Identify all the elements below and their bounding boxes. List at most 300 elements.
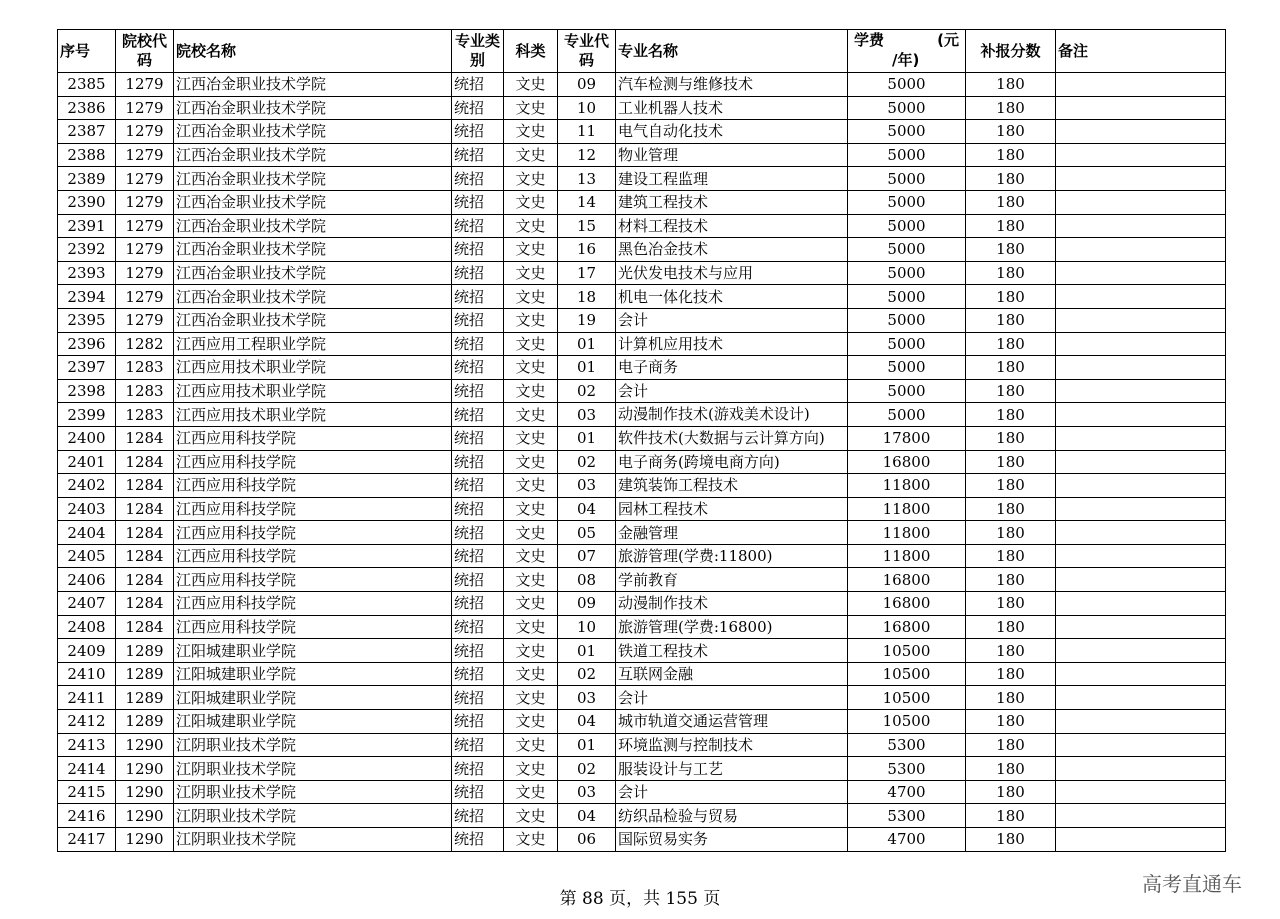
table-row: [58, 426, 1226, 450]
cell-fee: 17800: [848, 426, 966, 450]
cell-seq: 2413: [58, 733, 116, 757]
cell-major-name: 会计: [616, 780, 848, 804]
cell-major-type: 统招: [452, 521, 504, 545]
table-row: [58, 710, 1226, 734]
table-row: [58, 568, 1226, 592]
cell-major-name: 建设工程监理: [616, 167, 848, 191]
cell-major-code: 03: [558, 403, 616, 427]
cell-score: 180: [966, 120, 1056, 144]
cell-fee: 5000: [848, 167, 966, 191]
admission-table: [57, 29, 1226, 852]
cell-fee: 16800: [848, 592, 966, 616]
cell-school-code: 1279: [116, 261, 174, 285]
cell-note: [1056, 450, 1226, 474]
header-fee-per-year: /年): [892, 51, 920, 69]
cell-fee: 5000: [848, 379, 966, 403]
header-row: [58, 30, 1226, 73]
cell-subject: 文史: [504, 639, 558, 663]
cell-score: 180: [966, 379, 1056, 403]
cell-school-code: 1279: [116, 120, 174, 144]
cell-note: [1056, 804, 1226, 828]
table-row: [58, 757, 1226, 781]
cell-major-type: 统招: [452, 497, 504, 521]
cell-school-name: 江西应用科技学院: [174, 521, 452, 545]
cell-note: [1056, 615, 1226, 639]
cell-fee: 5000: [848, 356, 966, 380]
cell-note: [1056, 592, 1226, 616]
cell-major-type: 统招: [452, 450, 504, 474]
cell-subject: 文史: [504, 780, 558, 804]
cell-fee: 16800: [848, 450, 966, 474]
cell-note: [1056, 639, 1226, 663]
cell-note: [1056, 780, 1226, 804]
cell-major-name: 国际贸易实务: [616, 828, 848, 852]
cell-subject: 文史: [504, 356, 558, 380]
cell-school-code: 1283: [116, 403, 174, 427]
cell-note: [1056, 261, 1226, 285]
cell-major-type: 统招: [452, 190, 504, 214]
cell-school-name: 江阴职业技术学院: [174, 828, 452, 852]
cell-fee: 11800: [848, 474, 966, 498]
cell-school-code: 1279: [116, 167, 174, 191]
cell-major-code: 02: [558, 450, 616, 474]
header-major-name: 专业名称: [616, 30, 848, 73]
cell-fee: 5300: [848, 757, 966, 781]
cell-major-name: 物业管理: [616, 143, 848, 167]
cell-fee: 16800: [848, 568, 966, 592]
cell-subject: 文史: [504, 426, 558, 450]
cell-major-type: 统招: [452, 96, 504, 120]
table-row: [58, 639, 1226, 663]
cell-major-name: 动漫制作技术(游戏美术设计): [616, 403, 848, 427]
cell-school-code: 1279: [116, 143, 174, 167]
cell-major-code: 19: [558, 308, 616, 332]
cell-score: 180: [966, 238, 1056, 262]
cell-subject: 文史: [504, 757, 558, 781]
cell-fee: 4700: [848, 828, 966, 852]
cell-subject: 文史: [504, 568, 558, 592]
cell-subject: 文史: [504, 497, 558, 521]
table-row: [58, 780, 1226, 804]
cell-note: [1056, 214, 1226, 238]
cell-major-type: 统招: [452, 662, 504, 686]
cell-major-code: 02: [558, 757, 616, 781]
cell-major-type: 统招: [452, 474, 504, 498]
cell-major-type: 统招: [452, 568, 504, 592]
cell-school-code: 1279: [116, 214, 174, 238]
cell-note: [1056, 403, 1226, 427]
cell-subject: 文史: [504, 544, 558, 568]
cell-school-name: 江西应用科技学院: [174, 426, 452, 450]
cell-school-code: 1289: [116, 662, 174, 686]
table-row: [58, 73, 1226, 97]
cell-major-code: 04: [558, 710, 616, 734]
cell-major-name: 建筑装饰工程技术: [616, 474, 848, 498]
cell-school-code: 1284: [116, 450, 174, 474]
table-row: [58, 403, 1226, 427]
cell-subject: 文史: [504, 592, 558, 616]
cell-major-code: 17: [558, 261, 616, 285]
cell-school-name: 江西应用科技学院: [174, 497, 452, 521]
cell-major-code: 01: [558, 733, 616, 757]
cell-major-name: 电子商务: [616, 356, 848, 380]
cell-school-code: 1289: [116, 710, 174, 734]
cell-seq: 2398: [58, 379, 116, 403]
header-school-code: 院校代码: [116, 30, 174, 73]
cell-major-name: 会计: [616, 686, 848, 710]
cell-score: 180: [966, 780, 1056, 804]
cell-note: [1056, 356, 1226, 380]
cell-major-name: 城市轨道交通运营管理: [616, 710, 848, 734]
cell-major-name: 旅游管理(学费:16800): [616, 615, 848, 639]
cell-school-name: 江阳城建职业学院: [174, 662, 452, 686]
cell-score: 180: [966, 285, 1056, 309]
cell-seq: 2416: [58, 804, 116, 828]
cell-major-code: 09: [558, 592, 616, 616]
table-row: [58, 379, 1226, 403]
cell-subject: 文史: [504, 521, 558, 545]
cell-major-type: 统招: [452, 639, 504, 663]
cell-major-type: 统招: [452, 780, 504, 804]
cell-major-type: 统招: [452, 710, 504, 734]
cell-school-name: 江西冶金职业技术学院: [174, 238, 452, 262]
cell-school-name: 江西冶金职业技术学院: [174, 261, 452, 285]
header-fee-unit: (元: [937, 31, 959, 49]
cell-major-name: 学前教育: [616, 568, 848, 592]
cell-score: 180: [966, 450, 1056, 474]
cell-fee: 5000: [848, 143, 966, 167]
cell-score: 180: [966, 521, 1056, 545]
cell-major-type: 统招: [452, 356, 504, 380]
cell-seq: 2412: [58, 710, 116, 734]
cell-school-code: 1284: [116, 521, 174, 545]
table-row: [58, 143, 1226, 167]
cell-major-code: 06: [558, 828, 616, 852]
cell-note: [1056, 474, 1226, 498]
cell-major-code: 14: [558, 190, 616, 214]
cell-score: 180: [966, 615, 1056, 639]
cell-school-code: 1279: [116, 285, 174, 309]
cell-subject: 文史: [504, 332, 558, 356]
table-row: [58, 167, 1226, 191]
cell-major-type: 统招: [452, 308, 504, 332]
cell-school-code: 1279: [116, 190, 174, 214]
cell-fee: 5000: [848, 73, 966, 97]
cell-subject: 文史: [504, 403, 558, 427]
cell-note: [1056, 379, 1226, 403]
cell-major-code: 01: [558, 426, 616, 450]
cell-major-code: 08: [558, 568, 616, 592]
cell-note: [1056, 332, 1226, 356]
cell-school-name: 江西冶金职业技术学院: [174, 96, 452, 120]
cell-subject: 文史: [504, 285, 558, 309]
cell-school-name: 江阳城建职业学院: [174, 710, 452, 734]
cell-fee: 5000: [848, 190, 966, 214]
cell-major-code: 04: [558, 497, 616, 521]
table-row: [58, 120, 1226, 144]
cell-school-code: 1290: [116, 804, 174, 828]
watermark: 高考直通车: [1142, 872, 1242, 896]
cell-subject: 文史: [504, 733, 558, 757]
header-note: 备注: [1056, 30, 1226, 73]
table-body: [58, 73, 1226, 852]
page-footer: 第 88 页，共 155 页: [559, 889, 721, 909]
cell-note: [1056, 73, 1226, 97]
cell-subject: 文史: [504, 190, 558, 214]
cell-subject: 文史: [504, 143, 558, 167]
cell-major-type: 统招: [452, 592, 504, 616]
cell-fee: 10500: [848, 662, 966, 686]
cell-school-name: 江西应用科技学院: [174, 615, 452, 639]
table-row: [58, 592, 1226, 616]
cell-fee: 5000: [848, 238, 966, 262]
cell-major-code: 05: [558, 521, 616, 545]
cell-score: 180: [966, 356, 1056, 380]
cell-score: 180: [966, 544, 1056, 568]
cell-score: 180: [966, 568, 1056, 592]
cell-major-name: 软件技术(大数据与云计算方向): [616, 426, 848, 450]
table-row: [58, 474, 1226, 498]
cell-fee: 5000: [848, 308, 966, 332]
cell-seq: 2417: [58, 828, 116, 852]
cell-fee: 11800: [848, 497, 966, 521]
table-row: [58, 308, 1226, 332]
cell-major-type: 统招: [452, 285, 504, 309]
cell-seq: 2402: [58, 474, 116, 498]
cell-major-name: 动漫制作技术: [616, 592, 848, 616]
cell-fee: 5300: [848, 733, 966, 757]
cell-score: 180: [966, 592, 1056, 616]
cell-major-type: 统招: [452, 261, 504, 285]
cell-note: [1056, 686, 1226, 710]
cell-school-code: 1290: [116, 828, 174, 852]
cell-seq: 2414: [58, 757, 116, 781]
cell-school-name: 江阴职业技术学院: [174, 804, 452, 828]
cell-major-code: 01: [558, 356, 616, 380]
cell-major-name: 计算机应用技术: [616, 332, 848, 356]
cell-seq: 2388: [58, 143, 116, 167]
cell-major-name: 汽车检测与维修技术: [616, 73, 848, 97]
cell-school-name: 江西冶金职业技术学院: [174, 120, 452, 144]
cell-major-type: 统招: [452, 686, 504, 710]
cell-fee: 5000: [848, 403, 966, 427]
cell-seq: 2394: [58, 285, 116, 309]
cell-major-code: 11: [558, 120, 616, 144]
cell-note: [1056, 828, 1226, 852]
cell-major-code: 01: [558, 639, 616, 663]
cell-major-type: 统招: [452, 615, 504, 639]
cell-major-code: 01: [558, 332, 616, 356]
cell-major-code: 18: [558, 285, 616, 309]
cell-score: 180: [966, 96, 1056, 120]
table-row: [58, 214, 1226, 238]
cell-school-name: 江西冶金职业技术学院: [174, 190, 452, 214]
cell-major-name: 互联网金融: [616, 662, 848, 686]
cell-major-name: 服装设计与工艺: [616, 757, 848, 781]
cell-seq: 2386: [58, 96, 116, 120]
cell-major-name: 金融管理: [616, 521, 848, 545]
cell-school-code: 1284: [116, 497, 174, 521]
cell-subject: 文史: [504, 167, 558, 191]
cell-school-code: 1284: [116, 592, 174, 616]
cell-fee: 4700: [848, 780, 966, 804]
cell-school-code: 1289: [116, 639, 174, 663]
header-fee: [848, 30, 966, 73]
cell-school-name: 江西应用技术职业学院: [174, 403, 452, 427]
cell-major-code: 04: [558, 804, 616, 828]
cell-subject: 文史: [504, 828, 558, 852]
table-row: [58, 521, 1226, 545]
cell-major-code: 03: [558, 474, 616, 498]
cell-score: 180: [966, 403, 1056, 427]
cell-major-type: 统招: [452, 828, 504, 852]
cell-major-code: 13: [558, 167, 616, 191]
cell-fee: 11800: [848, 521, 966, 545]
cell-note: [1056, 96, 1226, 120]
cell-school-name: 江西冶金职业技术学院: [174, 214, 452, 238]
cell-school-code: 1279: [116, 238, 174, 262]
cell-score: 180: [966, 73, 1056, 97]
cell-major-code: 16: [558, 238, 616, 262]
table-row: [58, 615, 1226, 639]
cell-major-type: 统招: [452, 332, 504, 356]
header-seq: 序号: [58, 30, 116, 73]
cell-note: [1056, 733, 1226, 757]
table-row: [58, 828, 1226, 852]
cell-school-name: 江西应用技术职业学院: [174, 379, 452, 403]
cell-score: 180: [966, 757, 1056, 781]
cell-school-name: 江西应用科技学院: [174, 450, 452, 474]
cell-subject: 文史: [504, 308, 558, 332]
cell-seq: 2410: [58, 662, 116, 686]
table-row: [58, 662, 1226, 686]
cell-school-code: 1284: [116, 568, 174, 592]
cell-seq: 2409: [58, 639, 116, 663]
cell-major-type: 统招: [452, 167, 504, 191]
cell-seq: 2411: [58, 686, 116, 710]
cell-school-code: 1284: [116, 544, 174, 568]
cell-score: 180: [966, 710, 1056, 734]
cell-major-type: 统招: [452, 214, 504, 238]
cell-note: [1056, 120, 1226, 144]
cell-note: [1056, 710, 1226, 734]
table-row: [58, 544, 1226, 568]
cell-subject: 文史: [504, 662, 558, 686]
cell-seq: 2390: [58, 190, 116, 214]
header-major-code: 专业代码: [558, 30, 616, 73]
table-row: [58, 686, 1226, 710]
header-fee-label: 学费: [854, 31, 885, 49]
cell-major-name: 园林工程技术: [616, 497, 848, 521]
cell-major-name: 电气自动化技术: [616, 120, 848, 144]
cell-subject: 文史: [504, 710, 558, 734]
cell-subject: 文史: [504, 238, 558, 262]
cell-score: 180: [966, 686, 1056, 710]
cell-major-type: 统招: [452, 426, 504, 450]
cell-school-name: 江西冶金职业技术学院: [174, 308, 452, 332]
cell-fee: 5000: [848, 120, 966, 144]
table-row: [58, 238, 1226, 262]
cell-major-name: 光伏发电技术与应用: [616, 261, 848, 285]
cell-major-type: 统招: [452, 120, 504, 144]
cell-major-name: 工业机器人技术: [616, 96, 848, 120]
cell-subject: 文史: [504, 379, 558, 403]
cell-major-code: 10: [558, 96, 616, 120]
cell-fee: 10500: [848, 710, 966, 734]
cell-major-type: 统招: [452, 544, 504, 568]
cell-major-code: 02: [558, 379, 616, 403]
cell-subject: 文史: [504, 261, 558, 285]
cell-major-type: 统招: [452, 379, 504, 403]
cell-major-type: 统招: [452, 733, 504, 757]
cell-score: 180: [966, 733, 1056, 757]
cell-major-type: 统招: [452, 238, 504, 262]
cell-school-code: 1289: [116, 686, 174, 710]
cell-school-name: 江西应用技术职业学院: [174, 356, 452, 380]
cell-seq: 2403: [58, 497, 116, 521]
cell-major-code: 12: [558, 143, 616, 167]
cell-fee: 5000: [848, 285, 966, 309]
cell-school-code: 1290: [116, 733, 174, 757]
cell-school-name: 江西应用科技学院: [174, 474, 452, 498]
cell-seq: 2393: [58, 261, 116, 285]
cell-school-name: 江西冶金职业技术学院: [174, 285, 452, 309]
table-row: [58, 497, 1226, 521]
cell-seq: 2399: [58, 403, 116, 427]
cell-major-type: 统招: [452, 403, 504, 427]
cell-school-name: 江西应用科技学院: [174, 568, 452, 592]
cell-score: 180: [966, 190, 1056, 214]
cell-score: 180: [966, 474, 1056, 498]
cell-fee: 5000: [848, 214, 966, 238]
cell-major-type: 统招: [452, 73, 504, 97]
cell-major-type: 统招: [452, 143, 504, 167]
cell-fee: 10500: [848, 686, 966, 710]
cell-seq: 2391: [58, 214, 116, 238]
cell-seq: 2401: [58, 450, 116, 474]
cell-note: [1056, 238, 1226, 262]
cell-major-code: 02: [558, 662, 616, 686]
cell-subject: 文史: [504, 120, 558, 144]
cell-school-code: 1284: [116, 474, 174, 498]
cell-school-code: 1290: [116, 757, 174, 781]
cell-seq: 2389: [58, 167, 116, 191]
cell-note: [1056, 190, 1226, 214]
cell-seq: 2392: [58, 238, 116, 262]
cell-seq: 2385: [58, 73, 116, 97]
table-row: [58, 96, 1226, 120]
cell-seq: 2407: [58, 592, 116, 616]
cell-note: [1056, 167, 1226, 191]
cell-note: [1056, 285, 1226, 309]
cell-seq: 2406: [58, 568, 116, 592]
cell-major-name: 机电一体化技术: [616, 285, 848, 309]
cell-score: 180: [966, 497, 1056, 521]
cell-school-name: 江西冶金职业技术学院: [174, 143, 452, 167]
cell-major-type: 统招: [452, 757, 504, 781]
cell-note: [1056, 544, 1226, 568]
cell-major-name: 建筑工程技术: [616, 190, 848, 214]
cell-note: [1056, 757, 1226, 781]
cell-note: [1056, 143, 1226, 167]
cell-major-name: 旅游管理(学费:11800): [616, 544, 848, 568]
cell-note: [1056, 521, 1226, 545]
cell-major-type: 统招: [452, 804, 504, 828]
cell-subject: 文史: [504, 474, 558, 498]
cell-subject: 文史: [504, 96, 558, 120]
cell-subject: 文史: [504, 615, 558, 639]
cell-score: 180: [966, 261, 1056, 285]
